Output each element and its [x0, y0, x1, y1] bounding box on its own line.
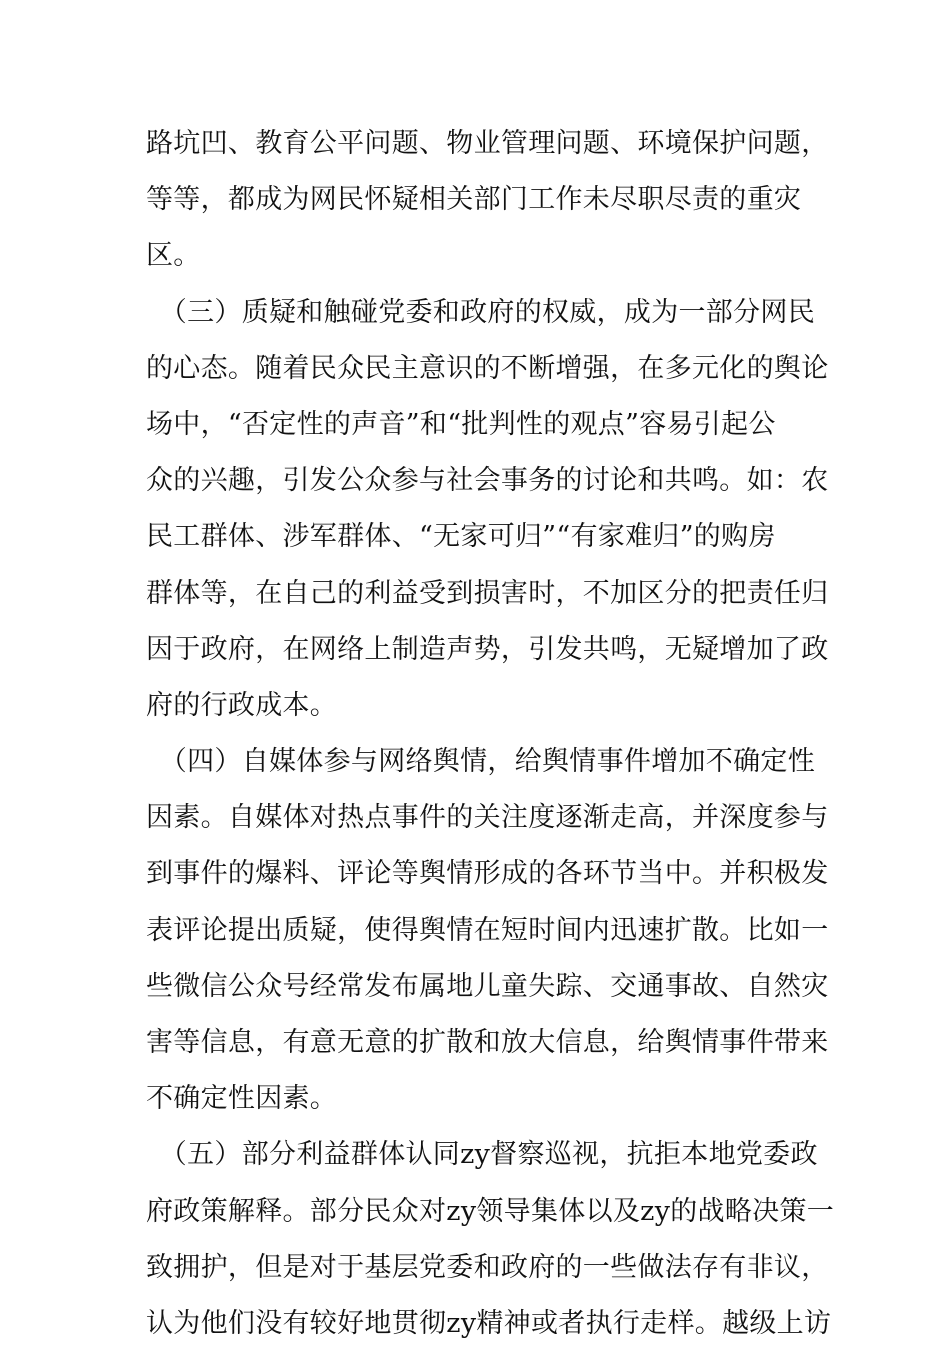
text-line: （五）部分利益群体认同zy督察巡视，抗拒本地党委政 [146, 1139, 818, 1171]
text-line: 认为他们没有较好地贯彻zy精神或者执行走样。越级上访 [146, 1307, 832, 1339]
text-line: 众的兴趣，引发公众参与社会事务的讨论和共鸣。如：农 [146, 465, 829, 497]
body-text [146, 127, 835, 1363]
text-line: （四）自媒体参与网络舆情，给舆情事件增加不确定性 [146, 746, 815, 778]
text-line: 不确定性因素。 [146, 1083, 338, 1115]
text-line: （三）质疑和触碰党委和政府的权威，成为一部分网民 [146, 296, 815, 328]
text-line: 府的行政成本。 [146, 689, 338, 721]
text-line: 因于政府，在网络上制造声势，引发共鸣，无疑增加了政 [146, 633, 829, 665]
text-line: 路坑凹、教育公平问题、物业管理问题、环境保护问题， [146, 128, 829, 159]
text-line: 群体等，在自己的利益受到损害时，不加区分的把责任归 [146, 577, 829, 609]
text-line: 害等信息，有意无意的扩散和放大信息，给舆情事件带来 [146, 1027, 829, 1058]
text-line: 到事件的爆料、评论等舆情形成的各环节当中。并积极发 [146, 858, 829, 890]
text-line: 民工群体、涉军群体、“无家可归”“有家难归”的购房 [146, 521, 776, 553]
text-line: 致拥护，但是对于基层党委和政府的一些做法存有非议， [146, 1251, 829, 1283]
text-line: 区。 [146, 240, 201, 272]
text-line: 府政策解释。部分民众对zy领导集体以及zy的战略决策一 [146, 1195, 835, 1227]
text-line: 些微信公众号经常发布属地儿童失踪、交通事故、自然灾 [146, 970, 829, 1002]
text-line: 的心态。随着民众民主意识的不断增强，在多元化的舆论 [146, 352, 829, 384]
text-line: 场中，“否定性的声音”和“批判性的观点”容易引起公 [146, 408, 776, 440]
text-line: 等等，都成为网民怀疑相关部门工作未尽职尽责的重灾 [146, 184, 802, 216]
text-line: 因素。自媒体对热点事件的关注度逐渐走高，并深度参与 [146, 802, 829, 834]
text-line: 表评论提出质疑，使得舆情在短时间内迅速扩散。比如一 [146, 914, 829, 946]
